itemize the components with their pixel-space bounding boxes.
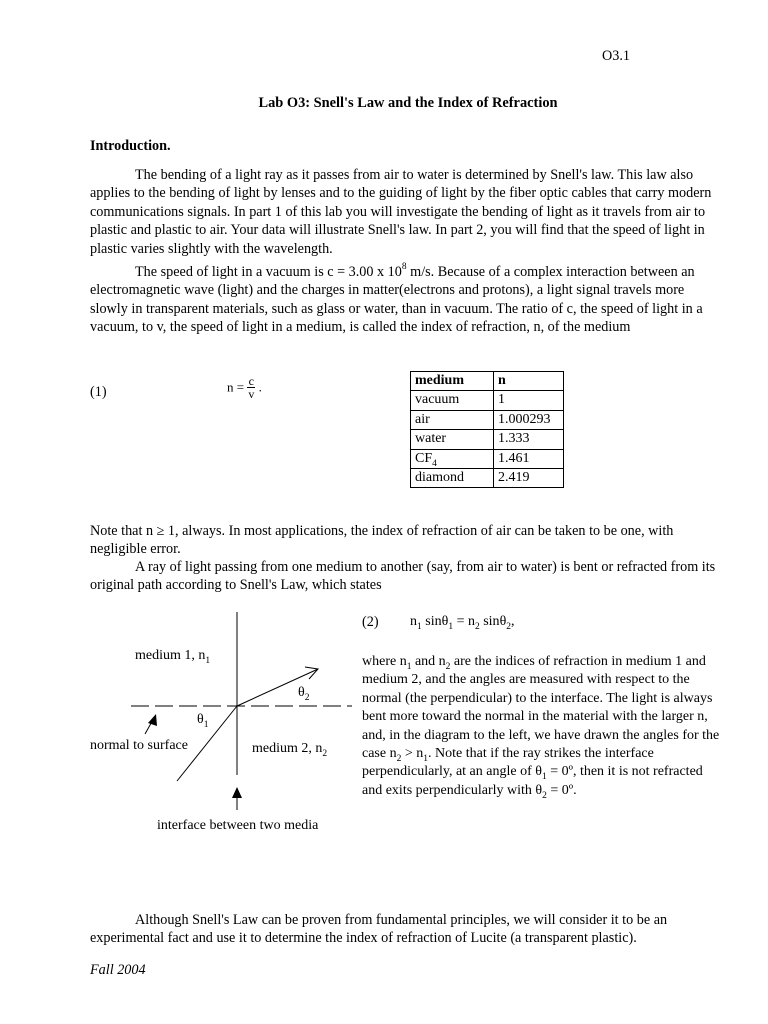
note-paragraph: Note that n ≥ 1, always. In most applications, the index of refraction of air can be taken to be one, with negligible error. bbox=[90, 523, 674, 558]
table-cell-medium: water bbox=[411, 430, 494, 449]
snell-intro-paragraph: A ray of light passing from one medium to another (say, from air to water) is bent or refracted from its original path according to Snell's Law, which states bbox=[90, 559, 716, 594]
table-row bbox=[411, 469, 564, 488]
table-cell-medium: $CF_4$ bbox=[411, 449, 494, 468]
table-cell-n: 1.000293 bbox=[494, 410, 564, 429]
interface-pointer-arrowhead bbox=[232, 787, 242, 798]
interface-label: interface between two media bbox=[157, 818, 319, 833]
medium-1-label: medium 1, $n_1$ bbox=[135, 648, 211, 666]
normal-pointer-arrowhead bbox=[148, 714, 157, 726]
table-cell-n: 1 bbox=[494, 391, 564, 410]
normal-to-surface-label: normal to surface bbox=[90, 738, 188, 753]
table-row bbox=[411, 430, 564, 449]
table-cell-n: 1.333 bbox=[494, 430, 564, 449]
theta-2-label: $\theta_2$ bbox=[298, 685, 310, 703]
table-header-medium: medium bbox=[411, 372, 494, 391]
footer-date: Fall 2004 bbox=[90, 962, 146, 978]
table-row bbox=[411, 391, 564, 410]
table-cell-medium: diamond bbox=[411, 469, 494, 488]
intro-paragraph-2: The speed of light in a vacuum is c = 3.00 x $10^8$ m/s. Because of a complex interaction between an electromagnetic wave (light) and the charges in matter(electrons and protons), a light signal travels more slowly in transparent materials, such as glass or water, than in vacuum. The ratio of c, the speed of light in a vacuum, to v, the speed of light in a medium, is called the index of refraction, n, of the medium bbox=[90, 262, 703, 336]
table-cell-n: 2.419 bbox=[494, 469, 564, 488]
table-cell-medium: air bbox=[411, 410, 494, 429]
table-row bbox=[411, 410, 564, 429]
section-heading: Introduction. bbox=[90, 138, 171, 154]
table-header-row bbox=[411, 372, 564, 391]
equation-1-label: (1) bbox=[90, 384, 107, 400]
refracted-ray-arrowhead bbox=[305, 667, 318, 679]
equation-2: $n_1$ $\sin\theta_1 = n_2$ sinθ$_2$, bbox=[410, 614, 515, 632]
equation-2-label: (2) bbox=[362, 614, 379, 630]
theta-1-label: $\theta_1$ bbox=[197, 712, 209, 730]
closing-paragraph: Although Snell's Law can be proven from fundamental principles, we will consider it to be an experimental fact and use it to determine the index of refraction of Lucite (a transparent plastic). bbox=[90, 912, 668, 947]
equation-1: n = $\frac{c}{v}$ . bbox=[227, 374, 262, 401]
side-explanation-paragraph: where $n_1$ and $n_2$ are the indices of refraction in medium 1 and medium 2, and the angles are measured with respect to the normal (the perpendicular) to the interface. The light is always bent more toward the normal in the material with the larger n, and, in the diagram to the left, we have drawn the angles for the case $n_2 > n_1$. Note that if the ray strikes the interface perpendicularly, at an angle of $\theta_1$ = 0º, then it is not refracted and exits perpendicularly with $\theta_2$ = 0º. bbox=[362, 654, 720, 801]
table-header-n: n bbox=[494, 372, 564, 391]
table-cell-n: 1.461 bbox=[494, 449, 564, 468]
medium-2-label: medium 2, $n_2$ bbox=[252, 741, 328, 759]
page-title: Lab O3: Snell's Law and the Index of Refraction bbox=[258, 95, 558, 111]
refraction-diagram bbox=[120, 610, 360, 810]
intro-paragraph-1: The bending of a light ray as it passes from air to water is determined by Snell's law. This law also applies to the bending of light by lenses and to the guiding of light by the fiber optic cables that carry modern communications signals. In part 1 of this lab you will investigate the bending of light as it travels from air to plastic and plastic to air. Your data will illustrate Snell's law. In part 2, you will find that the speed of light in plastic varies slightly with the wavelength. bbox=[90, 167, 712, 257]
table-row bbox=[411, 449, 564, 468]
equation-1-fraction: $\frac{c}{v}$ bbox=[248, 374, 255, 401]
table-cell-medium: vacuum bbox=[411, 391, 494, 410]
page-number: O3.1 bbox=[602, 48, 630, 64]
refraction-index-table bbox=[410, 371, 564, 488]
